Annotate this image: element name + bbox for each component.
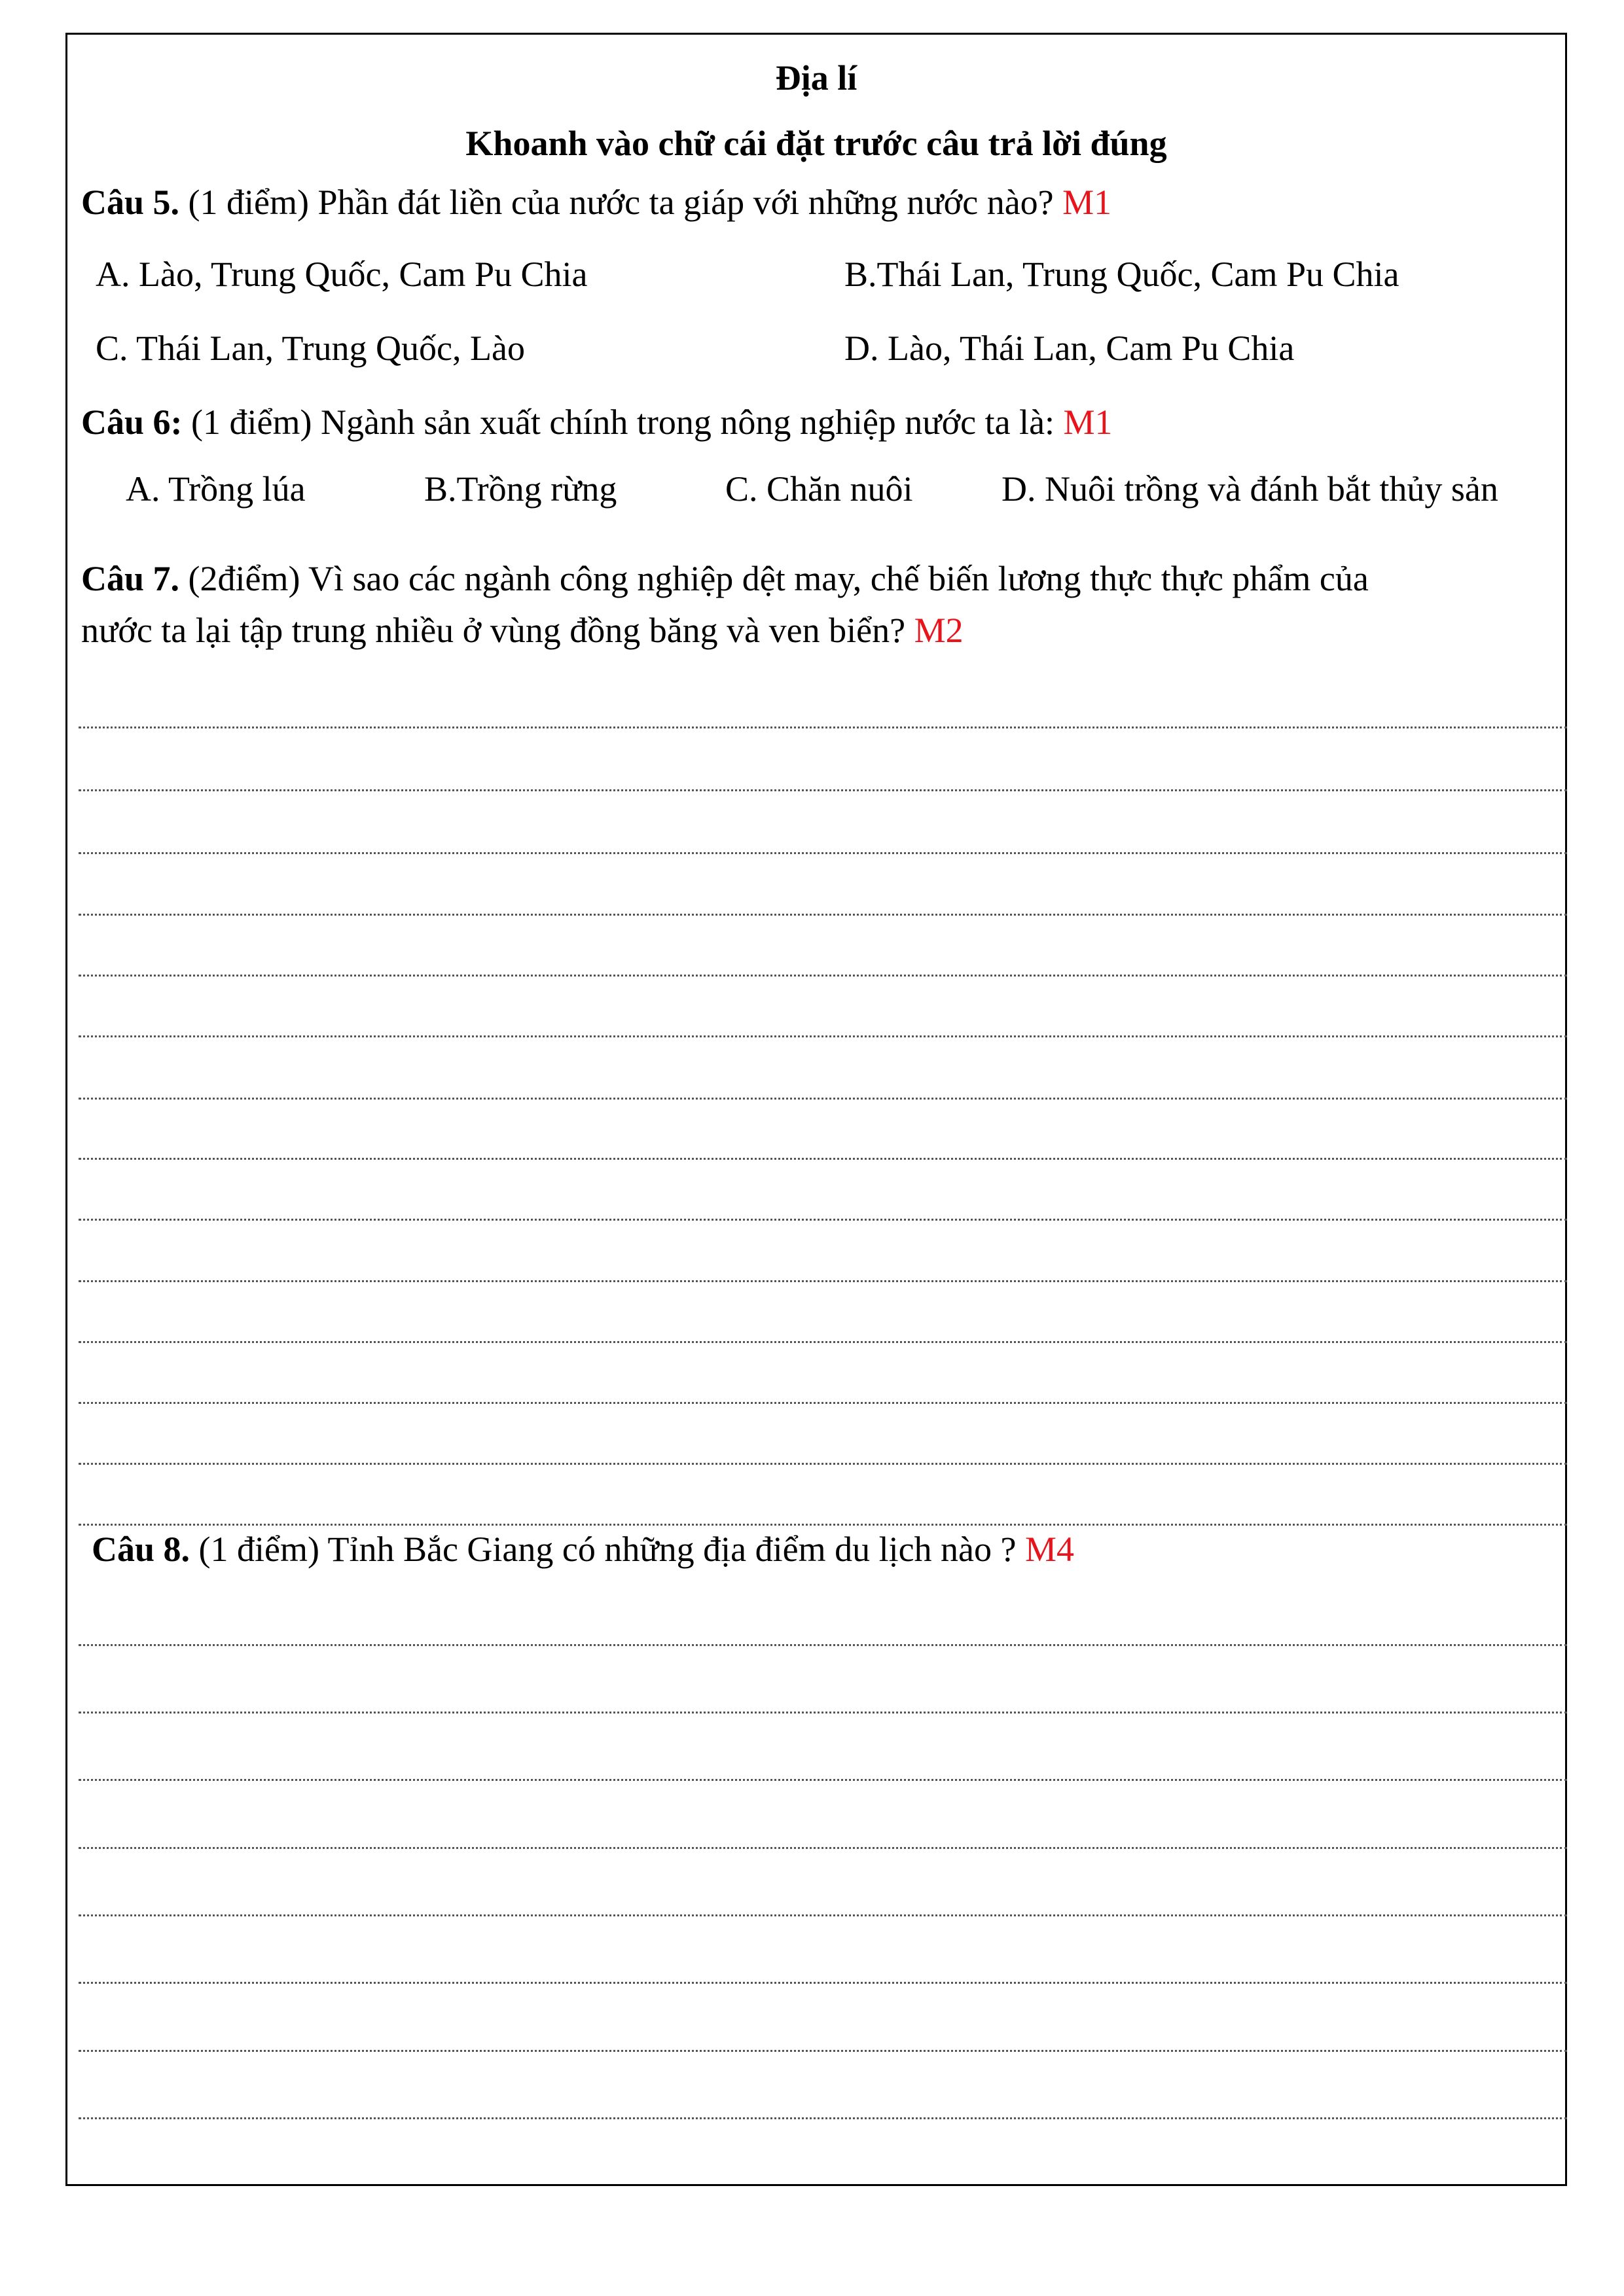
instruction-heading: Khoanh vào chữ cái đặt trước câu trả lời đúng xyxy=(465,124,1167,163)
answer-line[interactable] xyxy=(79,1341,1567,1343)
answer-line[interactable] xyxy=(79,1644,1567,1646)
q6-option-d[interactable]: D. Nuôi trồng và đánh bắt thủy sản xyxy=(1001,469,1498,509)
q5-option-c[interactable]: C. Thái Lan, Trung Quốc, Lào xyxy=(96,329,525,368)
question-6-level: M1 xyxy=(1063,403,1113,442)
answer-line[interactable] xyxy=(79,1914,1567,1916)
answer-line[interactable] xyxy=(79,1035,1567,1037)
question-7-text-2: nước ta lại tập trung nhiều ở vùng đồng băng và ven biển? xyxy=(81,611,906,650)
q5-option-a[interactable]: A. Lào, Trung Quốc, Cam Pu Chia xyxy=(96,255,588,294)
question-8-text: (1 điểm) Tỉnh Bắc Giang có những địa điểm du lịch nào ? xyxy=(198,1530,1017,1569)
answer-line[interactable] xyxy=(79,1098,1567,1100)
q5-option-b[interactable]: B.Thái Lan, Trung Quốc, Cam Pu Chia xyxy=(844,255,1399,294)
answer-line[interactable] xyxy=(79,1712,1567,1713)
answer-line[interactable] xyxy=(79,975,1567,977)
answer-line[interactable] xyxy=(79,1219,1567,1221)
question-8 xyxy=(92,1532,1074,1567)
answer-line[interactable] xyxy=(79,1779,1567,1781)
question-6-text: (1 điểm) Ngành sản xuất chính trong nông nghiệp nước ta là: xyxy=(191,403,1055,442)
answer-line[interactable] xyxy=(79,1524,1567,1526)
answer-line[interactable] xyxy=(79,2117,1567,2119)
answer-line[interactable] xyxy=(79,1402,1567,1404)
subject-title: Địa lí xyxy=(775,58,857,98)
answer-line[interactable] xyxy=(79,852,1567,854)
question-5 xyxy=(81,185,1111,220)
question-6-label: Câu 6: xyxy=(81,403,183,442)
answer-line[interactable] xyxy=(79,1847,1567,1849)
question-7-text-1: (2điểm) Vì sao các ngành công nghiệp dệt may, chế biến lương thực thực phẩm của xyxy=(188,559,1369,598)
answer-line[interactable] xyxy=(79,914,1567,916)
answer-line[interactable] xyxy=(79,1280,1567,1282)
answer-line[interactable] xyxy=(79,2050,1567,2052)
question-5-label: Câu 5. xyxy=(81,183,180,222)
answer-line[interactable] xyxy=(79,1158,1567,1160)
question-8-level: M4 xyxy=(1025,1530,1075,1569)
q5-option-d[interactable]: D. Lào, Thái Lan, Cam Pu Chia xyxy=(844,329,1295,368)
answer-line[interactable] xyxy=(79,1463,1567,1465)
question-5-text: (1 điểm) Phần đát liền của nước ta giáp với những nước nào? xyxy=(188,183,1054,222)
answer-line[interactable] xyxy=(79,789,1567,791)
question-8-label: Câu 8. xyxy=(92,1530,190,1569)
question-7-line-1 xyxy=(81,561,1369,596)
answer-line[interactable] xyxy=(79,1982,1567,1984)
question-6 xyxy=(81,404,1113,440)
question-7-level: M2 xyxy=(914,611,964,650)
q6-option-b[interactable]: B.Trồng rừng xyxy=(424,469,617,509)
q6-option-c[interactable]: C. Chăn nuôi xyxy=(725,469,913,509)
question-7-label: Câu 7. xyxy=(81,559,180,598)
q6-option-a[interactable]: A. Trồng lúa xyxy=(126,469,306,509)
question-7-line-2 xyxy=(81,613,964,648)
answer-line[interactable] xyxy=(79,726,1567,728)
question-5-level: M1 xyxy=(1062,183,1112,222)
